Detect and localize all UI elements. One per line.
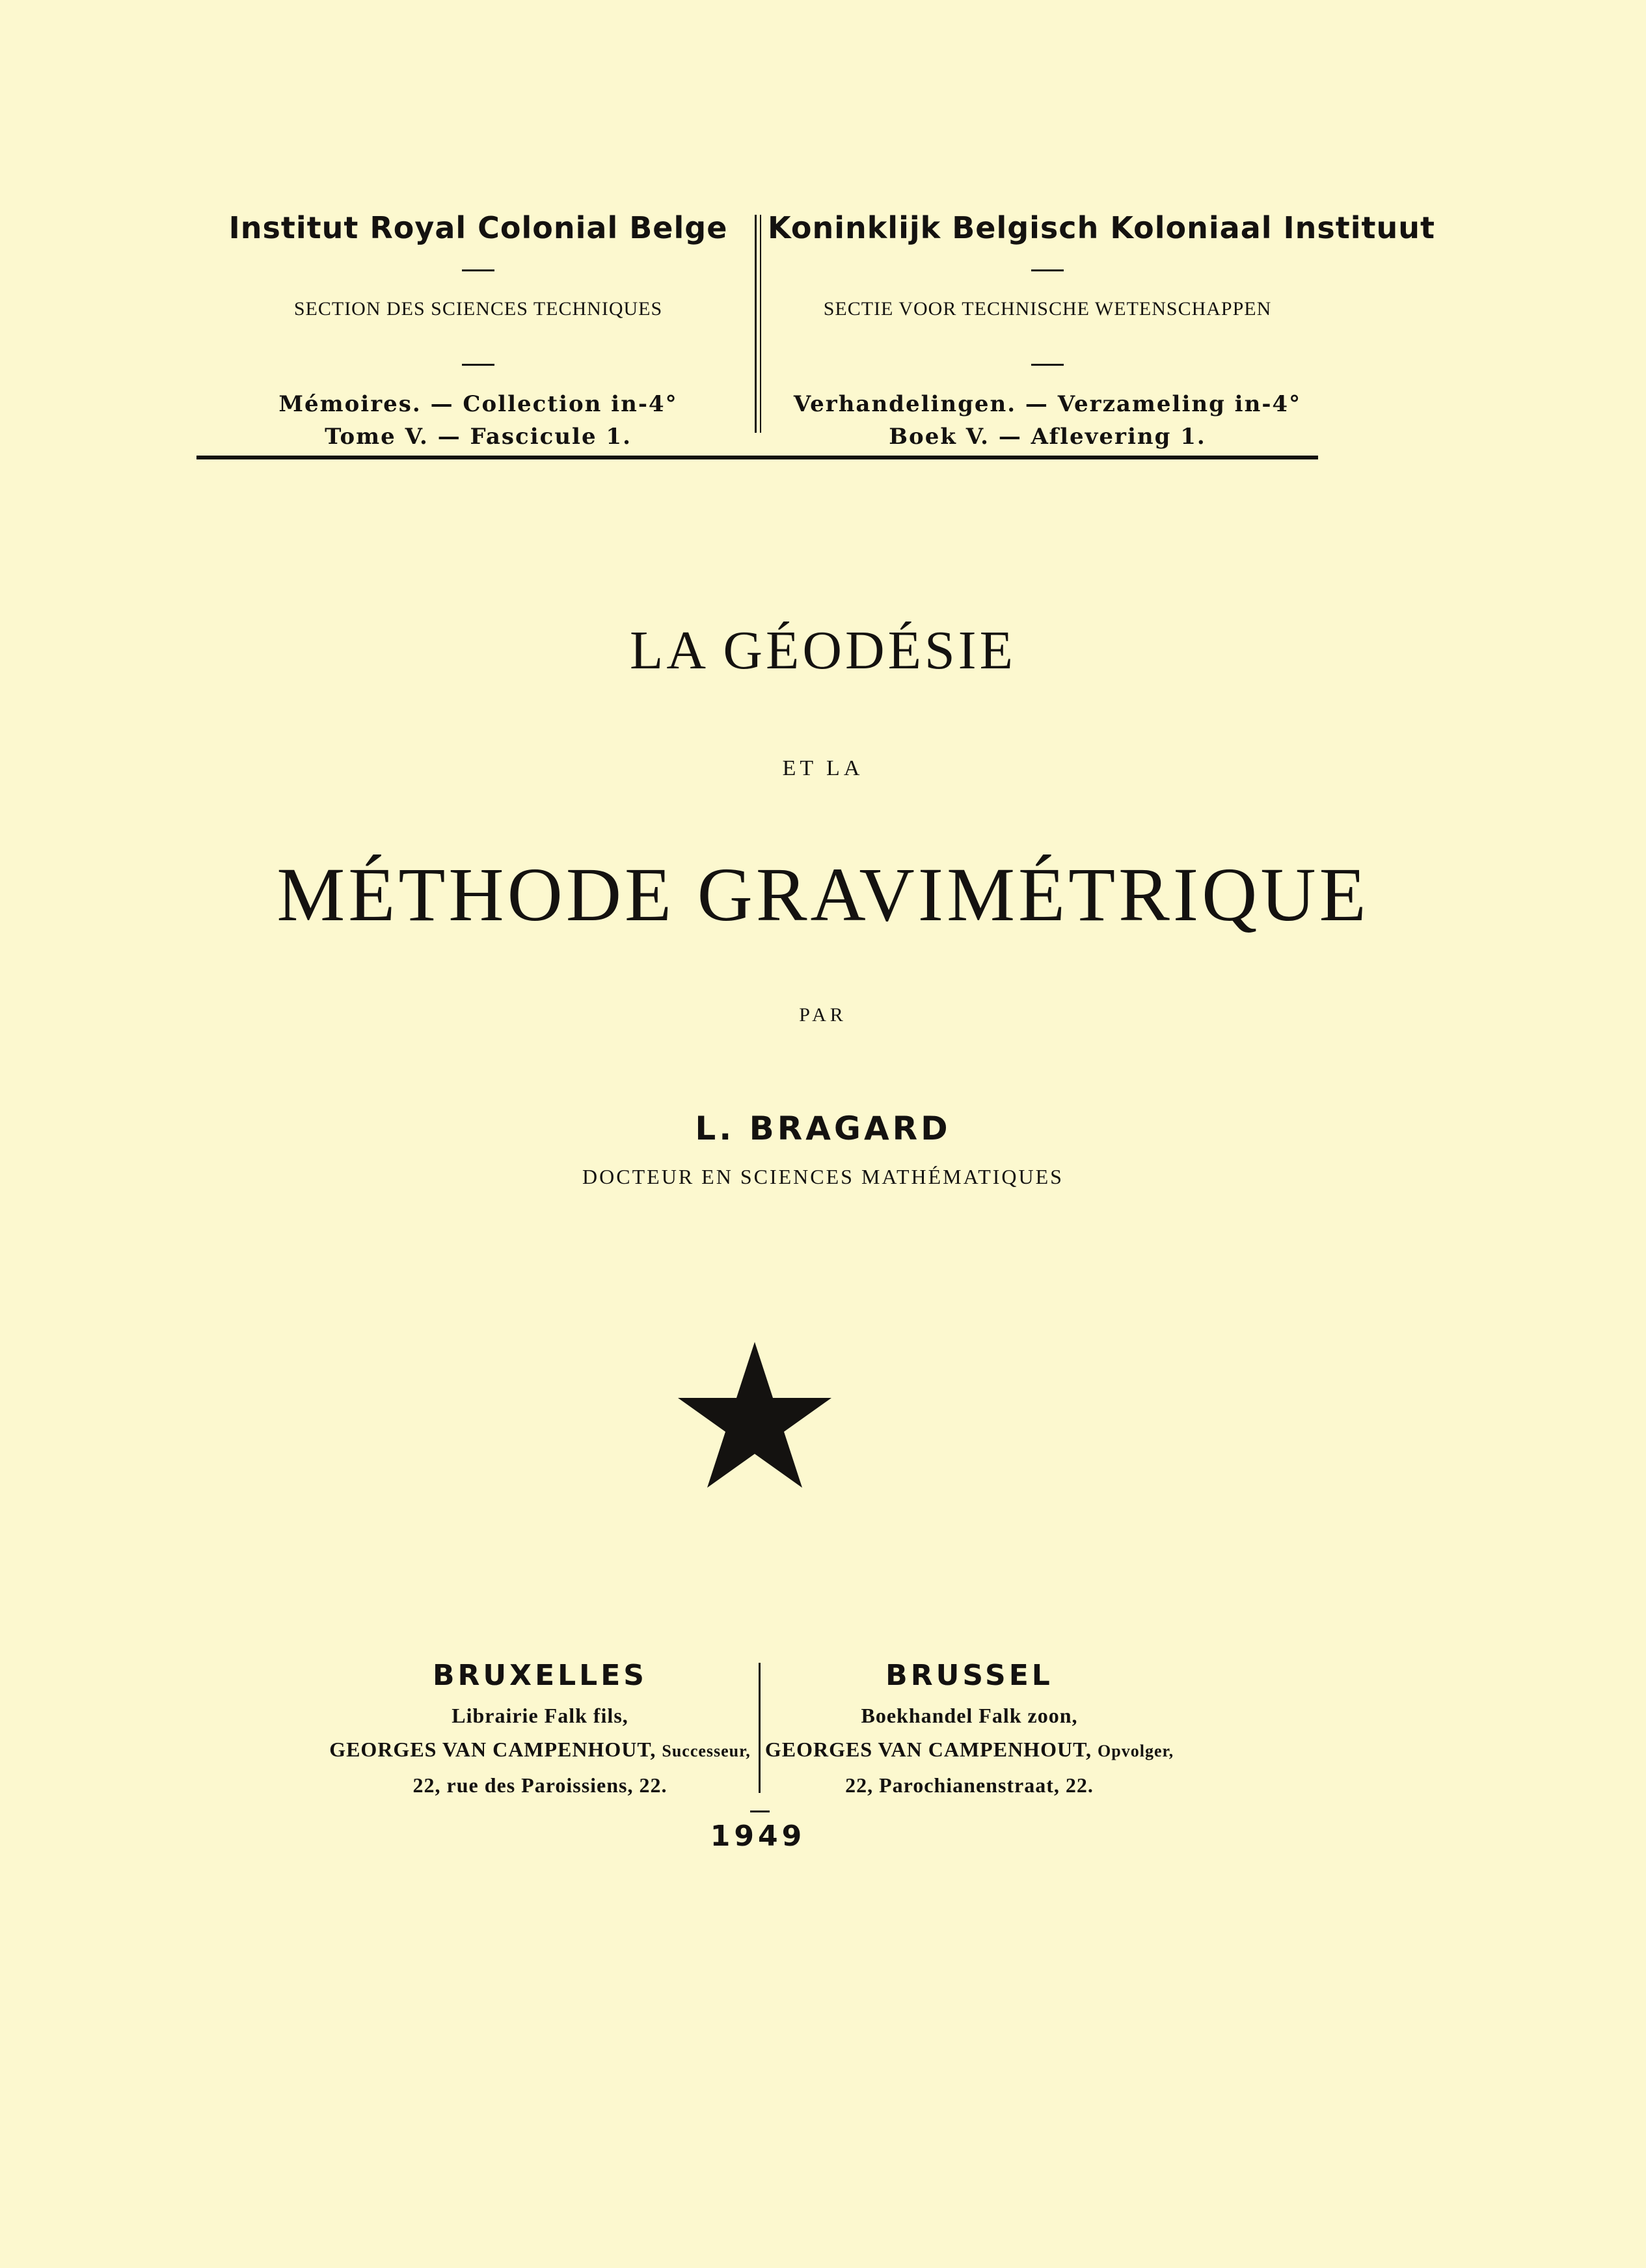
- tome-fr: Tome V. — Fascicule 1.: [325, 424, 632, 450]
- header-left-dash-1: [462, 269, 494, 271]
- header-right-column: [768, 208, 1436, 453]
- section-name-nl: SECTIE VOOR TECHNISCHE WETENSCHAPPEN: [823, 298, 1272, 320]
- author-name: L. BRAGARD: [695, 1110, 951, 1147]
- successor-role-nl: Opvolger,: [1098, 1742, 1174, 1760]
- city-nl: BRUSSEL: [885, 1659, 1053, 1692]
- header-left-dash-2: [462, 364, 494, 366]
- header-divider: [755, 215, 757, 433]
- collection-nl: Verhandelingen. — Verzameling in-4°: [793, 391, 1302, 417]
- collection-fr: Mémoires. — Collection in-4°: [278, 391, 678, 417]
- successor-name-fr: GEORGES VAN CAMPENHOUT,: [329, 1738, 656, 1761]
- successor-line-fr: [312, 1732, 768, 1768]
- header-right-dash-1: [1031, 269, 1064, 271]
- title-line-1: LA GÉODÉSIE: [630, 620, 1016, 681]
- publisher-line-nl: Boekhandel Falk zoon,: [861, 1704, 1078, 1727]
- title-connector: ET LA: [782, 756, 864, 780]
- header-rule: [196, 456, 1318, 459]
- header-left-column: [195, 208, 761, 453]
- header-divider-second: [760, 215, 761, 433]
- footer-divider: [759, 1663, 761, 1793]
- header-right-dash-2: [1031, 364, 1064, 366]
- address-fr: 22, rue des Paroissiens, 22.: [412, 1773, 668, 1797]
- city-fr: BRUXELLES: [433, 1659, 647, 1692]
- footer-right-column: [761, 1653, 1178, 1802]
- by-label: PAR: [799, 1004, 847, 1026]
- author-degree: DOCTEUR EN SCIENCES MATHÉMATIQUES: [582, 1165, 1064, 1188]
- star-icon: [677, 1341, 833, 1488]
- address-nl: 22, Parochianenstraat, 22.: [845, 1773, 1094, 1797]
- publisher-line-fr: Librairie Falk fils,: [452, 1704, 628, 1727]
- publication-year: 1949: [710, 1820, 806, 1853]
- footer-dash: [750, 1810, 770, 1812]
- institute-name-fr: Institut Royal Colonial Belge: [228, 210, 728, 245]
- successor-role-fr: Successeur,: [662, 1742, 751, 1760]
- successor-name-nl: GEORGES VAN CAMPENHOUT,: [764, 1738, 1092, 1761]
- title-line-2: MÉTHODE GRAVIMÉTRIQUE: [277, 852, 1369, 937]
- footer-left-column: [312, 1653, 768, 1802]
- institute-name-nl: Koninklijk Belgisch Koloniaal Instituut: [768, 210, 1436, 245]
- section-name-fr: SECTION DES SCIENCES TECHNIQUES: [293, 298, 663, 320]
- successor-line-nl: [761, 1732, 1178, 1768]
- tome-nl: Boek V. — Aflevering 1.: [889, 424, 1206, 450]
